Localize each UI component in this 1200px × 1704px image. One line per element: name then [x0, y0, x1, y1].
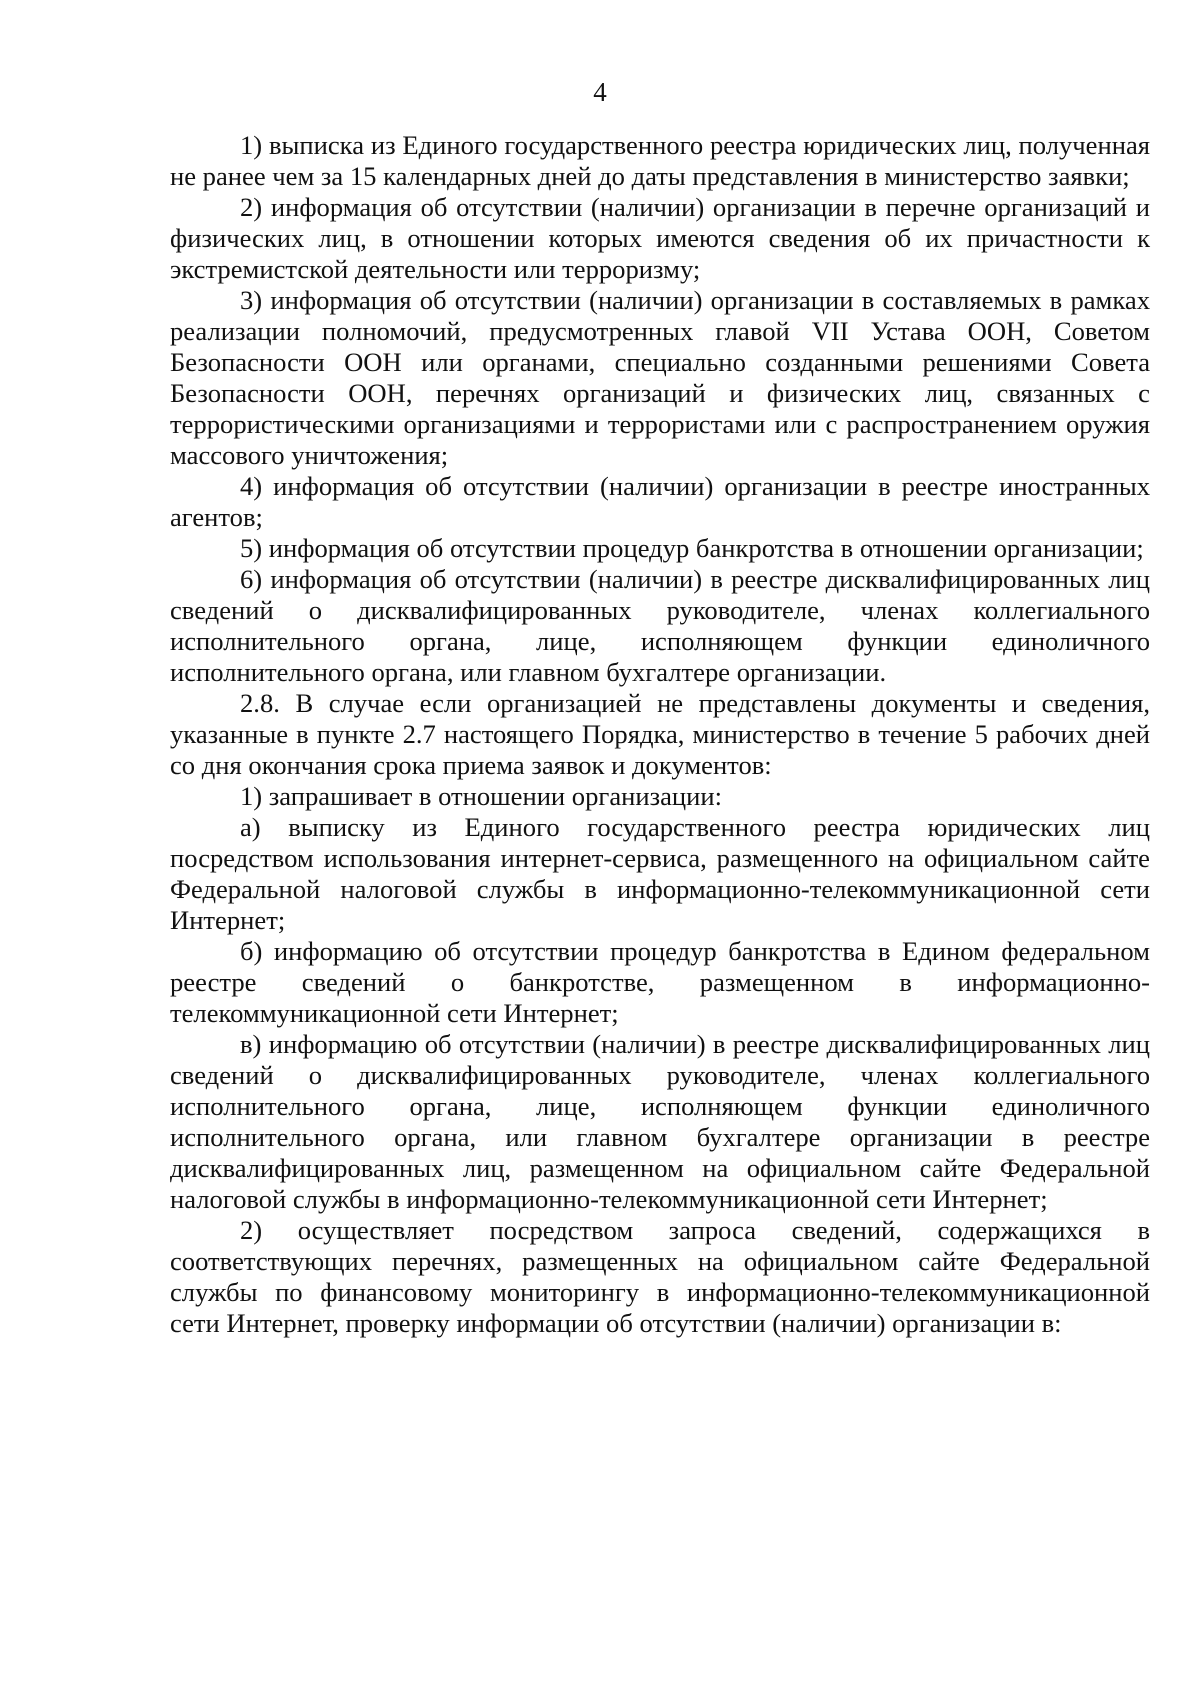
paragraph-6-disqualified-persons: 6) информация об отсутствии (наличии) в реестре дисквалифицированных лиц сведений о дисквалифицированных руководителе, членах коллегиального исполнительного органа, лице, исполняющем функции единоличного исполнительного органа, или главном бухгалтере организации.: [170, 564, 1150, 687]
paragraph-2-financial-monitoring-check: 2) осуществляет посредством запроса сведений, содержащихся в соответствующих перечнях, размещенных на официальном сайте Федеральной службы по финансовому мониторингу в информационно-телекоммуникационной сети Интернет, проверку информации об отсутствии (наличии) организации в:: [170, 1215, 1150, 1338]
paragraph-requests: 1) запрашивает в отношении организации:: [240, 781, 722, 811]
paragraph-4-foreign-agents-registry: 4) информация об отсутствии (наличии) организации в реестре иностранных агентов;: [170, 471, 1150, 532]
paragraph-v-disqualified-info: в) информацию об отсутствии (наличии) в реестре дисквалифицированных лиц сведений о дисквалифицированных руководителе, членах коллегиального исполнительного органа, лице, исполняющем функции единоличного исполнительного органа, или главном бухгалтере организации в реестре дисквалифицированных лиц, размещенном на официальном сайте Федеральной налоговой службы в информационно-телекоммуникационной сети Интернет;: [170, 1029, 1150, 1214]
document-body: [170, 130, 1150, 1339]
paragraph-5-bankruptcy: 5) информация об отсутствии процедур банкротства в отношении организации;: [240, 533, 1144, 563]
paragraph-b-bankruptcy-info: б) информацию об отсутствии процедур банкротства в Едином федеральном реестре сведений о банкротстве, размещенном в информационно-телекоммуникационной сети Интернет;: [170, 936, 1150, 1028]
paragraph-2-8-missing-documents: 2.8. В случае если организацией не представлены документы и сведения, указанные в пункте 2.7 настоящего Порядка, министерство в течение 5 рабочих дней со дня окончания срока приема заявок и документов:: [170, 688, 1150, 780]
paragraph-2-extremism-list: 2) информация об отсутствии (наличии) организации в перечне организаций и физических лиц, в отношении которых имеются сведения об их причастности к экстремистской деятельности или терроризму;: [170, 192, 1150, 284]
paragraph-a-extract: а) выписку из Единого государственного реестра юридических лиц посредством использования интернет-сервиса, размещенного на официальном сайте Федеральной налоговой службы в информационно-телекоммуникационной сети Интернет;: [170, 812, 1150, 935]
paragraph-1-extract-egrul: 1) выписка из Единого государственного реестра юридических лиц, полученная не ранее чем за 15 календарных дней до даты представления в министерство заявки;: [170, 130, 1150, 191]
page-number: 4: [593, 77, 607, 107]
paragraph-3-un-security-council-lists: 3) информация об отсутствии (наличии) организации в составляемых в рамках реализации полномочий, предусмотренных главой VII Устава ООН, Советом Безопасности ООН или органами, специально созданными решениями Совета Безопасности ООН, перечнях организаций и физических лиц, связанных с террористическими организациями и террористами или с распространением оружия массового уничтожения;: [170, 285, 1150, 470]
